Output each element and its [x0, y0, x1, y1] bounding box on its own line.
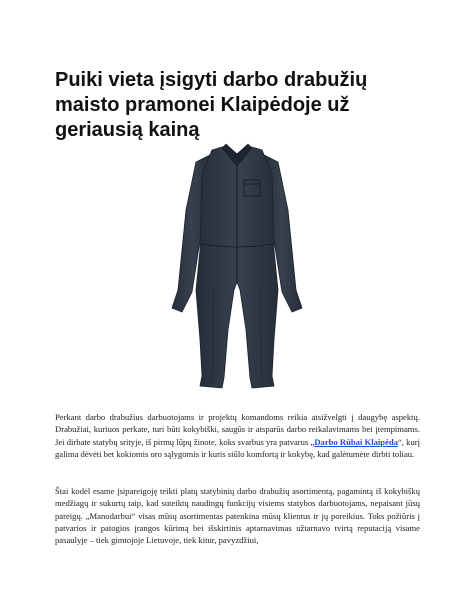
paragraph1-text-before: Perkant darbo drabužius darbuotojams ir projektų komandoms reikia atsižvelgti į daugybę aspektų. Drabužiai, kuriuos perkate, turi būti kokybiški, saugūs ir atsparūs darbo reikalavimams bei įtempimams. Jei dirbate statybų srityje, iš pirmų lūpų žinote, koks svarbus yra patvarus „ [55, 412, 420, 447]
second-paragraph: Štai kodėl esame įsipareigoję teikti platų statybinių darbo drabužių asortimentą, pagamintą iš kokybiškų medžiagų ir sukurtų taip, kad suteiktų naudingų funkcijų visiems statybos darbuotojams, nepaisant jūsų pareigų. „Manodarbui“ visas mūsų asortimentas patenkina mūsų klientus ir jų poreikius. Toks požiūris į patvarios ir patogios įrangos kūrimą bei išskirtinis aptarnavimas užtarnavo tvirtą reputaciją visame pasaulyje – tiek gimtojoje Lietuvoje, tiek kitur, pavyzdžiui, [55, 486, 420, 546]
page-title: Puiki vieta įsigyti darbo drabužių maisto pramonei Klaipėdoje už geriausią kainą [55, 69, 368, 141]
darbo-rubai-klaipeda-link[interactable]: Darbo Rūbai Klaipėda [314, 436, 398, 447]
coverall-image [156, 140, 318, 392]
intro-paragraph [55, 411, 420, 460]
paragraph1-text-after: “, kurį galima dėvėti bet kokiomis oro sąlygomis ir kuris siūlo komfortą ir kokybę, kad galėtumėte dirbti toliau. [55, 436, 420, 459]
